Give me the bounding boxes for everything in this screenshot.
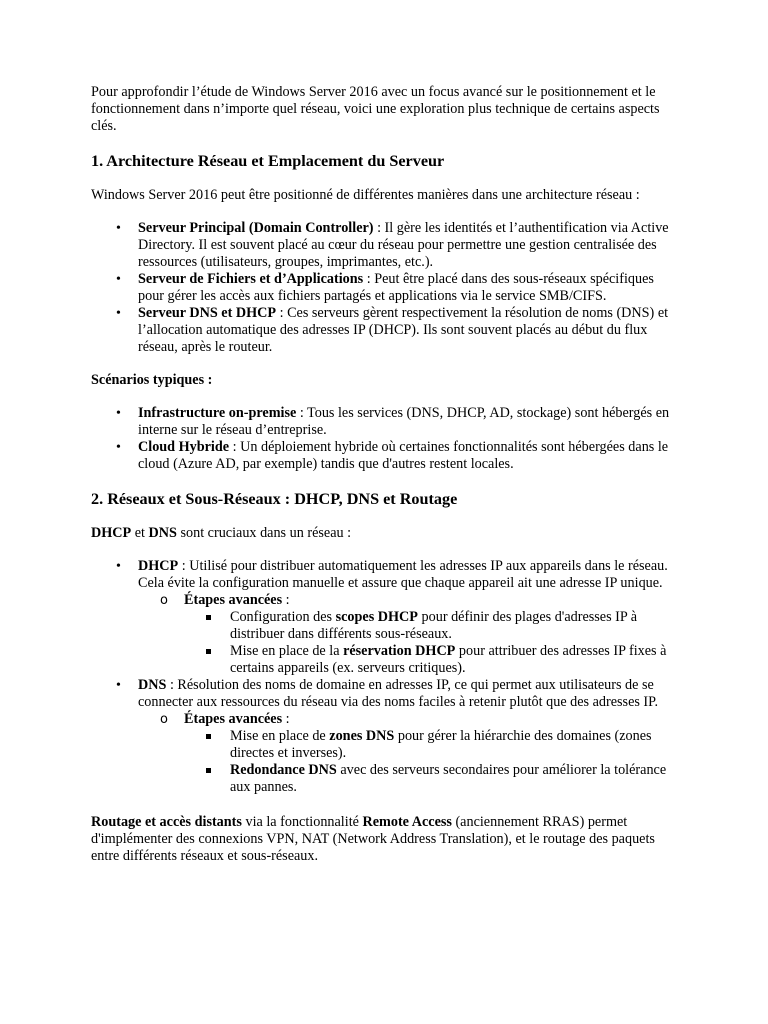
dhcp-term: DHCP xyxy=(91,525,132,541)
intro-paragraph: Pour approfondir l’étude de Windows Server 2016 avec un focus avancé sur le positionnement et le fonctionnement dans n’importe quel réseau, voici une exploration plus technique de certains aspects clés. xyxy=(91,84,660,134)
list-item xyxy=(116,439,680,473)
bullet-icon: • xyxy=(116,406,121,421)
dns-term: DNS xyxy=(148,525,177,541)
step-text: pour définir des plages d'adresses IP à distribuer dans différents sous-réseaux. xyxy=(230,609,638,642)
sublist-item xyxy=(160,592,680,677)
item-term: DNS xyxy=(138,677,167,693)
item-text: : Il gère les identités et l’authentification via Active Directory. Il est souvent placé au cœur du réseau pour permettre une gestion centralisée des ressources (utilisateurs, groupes, imprimantes, etc.). xyxy=(138,220,669,270)
remote-access-term: Remote Access xyxy=(362,814,452,830)
item-text: : Un déploiement hybride où certaines fonctionnalités sont hébergées dans le cloud (Azure AD, par exemple) tandis que d'autres restent locales. xyxy=(138,439,669,472)
routing-text: via la fonctionnalité xyxy=(241,814,363,830)
bullet-icon: • xyxy=(116,272,121,287)
section2-heading: 2. Réseaux et Sous-Réseaux : DHCP, DNS et Routage xyxy=(91,490,458,508)
step-text: pour gérer la hiérarchie des domaines (zones directes et inverses). xyxy=(230,728,652,761)
section1-paragraph: Windows Server 2016 peut être positionné de différentes manières dans une architecture réseau : xyxy=(91,187,640,203)
list-item xyxy=(116,405,680,439)
step-text: Mise en place de la xyxy=(230,643,344,659)
square-bullet-icon xyxy=(206,768,211,773)
intro-connector: et xyxy=(131,525,149,541)
scenarios-label xyxy=(91,372,680,389)
steps-label: Étapes avancées xyxy=(184,711,283,727)
item-term: Serveur Principal (Domain Controller) xyxy=(138,220,374,236)
bullet-icon: • xyxy=(116,678,121,693)
scenarios-list xyxy=(91,405,680,473)
item-text: : Utilisé pour distribuer automatiquement les adresses IP aux appareils dans le réseau. Cela évite la configuration manuelle et assure que chaque appareil ait une adresse IP unique. xyxy=(138,558,668,591)
square-bullet-icon xyxy=(206,734,211,739)
bullet-icon: • xyxy=(116,306,121,321)
bullet-icon: • xyxy=(116,559,121,574)
routing-text-end: (anciennement RRAS) permet d'implémenter des connexions VPN, NAT (Network Address Translation), et le routage des paquets entre différents réseaux et sous-réseaux. xyxy=(91,814,655,864)
item-term: DHCP xyxy=(138,558,179,574)
step-item xyxy=(230,728,680,762)
steps-colon: : xyxy=(282,592,290,608)
list-item xyxy=(116,271,680,305)
sublist-item xyxy=(160,711,680,796)
list-item-dhcp xyxy=(116,558,680,677)
step-item xyxy=(230,762,680,796)
routing-term: Routage et accès distants xyxy=(91,814,242,830)
circle-bullet-icon: o xyxy=(160,593,168,608)
dhcp-dns-list xyxy=(91,558,680,796)
item-text: : Tous les services (DNS, DHCP, AD, stockage) sont hébergés en interne sur le réseau d’entreprise. xyxy=(138,405,670,438)
section1-heading: 1. Architecture Réseau et Emplacement du Serveur xyxy=(91,152,445,170)
dns-sublist xyxy=(138,711,680,796)
item-term: Infrastructure on-premise xyxy=(138,405,297,421)
step-text: Configuration des xyxy=(230,609,336,625)
step-text: avec des serveurs secondaires pour améliorer la tolérance aux pannes. xyxy=(230,762,667,795)
bullet-icon: • xyxy=(116,440,121,455)
square-bullet-icon xyxy=(206,615,211,620)
dns-steps xyxy=(184,728,680,796)
square-bullet-icon xyxy=(206,649,211,654)
list-item xyxy=(116,305,680,356)
intro-end: sont cruciaux dans un réseau : xyxy=(176,525,352,541)
step-text: Mise en place de xyxy=(230,728,330,744)
dhcp-sublist xyxy=(138,592,680,677)
item-term: Serveur DNS et DHCP xyxy=(138,305,277,321)
step-term: réservation DHCP xyxy=(343,643,456,659)
item-term: Cloud Hybride xyxy=(138,439,230,455)
step-item xyxy=(230,609,680,643)
steps-colon: : xyxy=(282,711,290,727)
list-item-dns xyxy=(116,677,680,796)
item-text: : Résolution des noms de domaine en adresses IP, ce qui permet aux utilisateurs de se connecter aux ressources du réseau via des noms faciles à retenir plutôt que des adresses IP. xyxy=(138,677,659,710)
dhcp-steps xyxy=(184,609,680,677)
list-item xyxy=(116,220,680,271)
step-text: pour attribuer des adresses IP fixes à certains appareils (ex. serveurs critiques). xyxy=(230,643,667,676)
item-term: Serveur de Fichiers et d’Applications xyxy=(138,271,364,287)
step-term: Redondance DNS xyxy=(230,762,337,778)
step-term: scopes DHCP xyxy=(335,609,418,625)
circle-bullet-icon: o xyxy=(160,712,168,727)
scenarios-label-text: Scénarios typiques : xyxy=(91,372,213,388)
step-term: zones DNS xyxy=(329,728,395,744)
item-text: : Ces serveurs gèrent respectivement la résolution de noms (DNS) et l’allocation automatique des adresses IP (DHCP). Ils sont souvent placés au début du flux réseau, après le routeur. xyxy=(138,305,669,355)
server-roles-list xyxy=(91,220,680,356)
section2-intro xyxy=(91,525,680,542)
step-item xyxy=(230,643,680,677)
routing-paragraph xyxy=(91,814,680,865)
bullet-icon: • xyxy=(116,221,121,236)
steps-label: Étapes avancées xyxy=(184,592,283,608)
item-text: : Peut être placé dans des sous-réseaux spécifiques pour gérer les accès aux fichiers partagés et applications via le service SMB/CIFS. xyxy=(138,271,654,304)
